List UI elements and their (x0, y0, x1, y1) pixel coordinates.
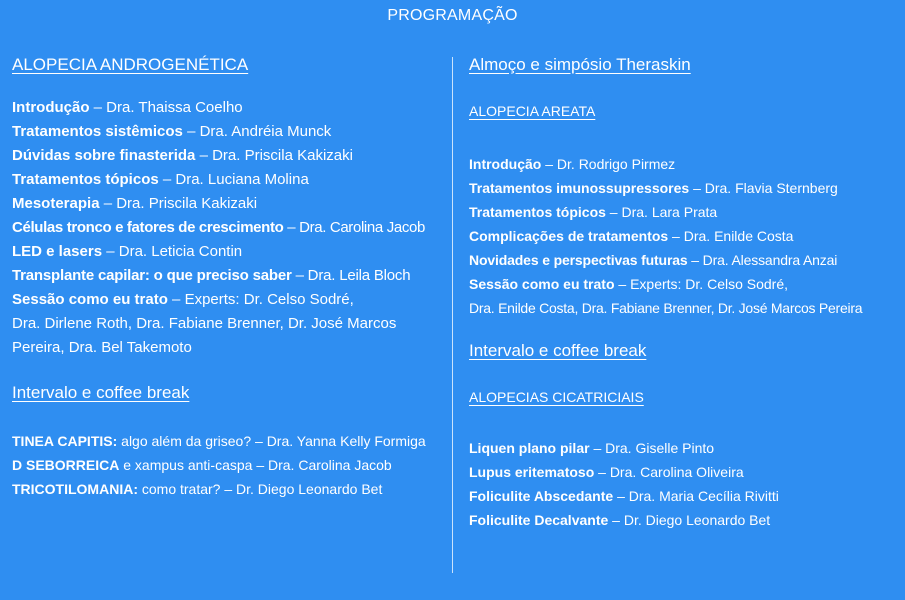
schedule-item: Transplante capilar: o que preciso saber – Dra. Leila Bloch (12, 267, 411, 284)
schedule-item-continuation: Pereira, Dra. Bel Takemoto (12, 339, 192, 356)
schedule-item: Foliculite Decalvante – Dr. Diego Leonardo Bet (469, 512, 771, 528)
break-heading: Intervalo e coffee break (469, 341, 647, 360)
schedule-item: Foliculite Abscedante – Dra. Maria Cecília Rivitti (469, 488, 779, 504)
schedule-item-continuation: Dra. Dirlene Roth, Dra. Fabiane Brenner, Dr. José Marcos (12, 315, 397, 332)
right-column (469, 54, 899, 532)
schedule-item: Sessão como eu trato – Experts: Dr. Celso Sodré, (12, 291, 354, 308)
schedule-item: Sessão como eu trato – Experts: Dr. Celso Sodré, (469, 276, 789, 292)
schedule-item-continuation: Dra. Enilde Costa, Dra. Fabiane Brenner, Dr. José Marcos Pereira (469, 300, 863, 316)
section-heading-androgenetica: ALOPECIA ANDROGENÉTICA (12, 55, 249, 74)
page-title: PROGRAMAÇÃO (387, 7, 518, 24)
left-column (12, 54, 448, 501)
column-divider (452, 57, 453, 573)
schedule-item: Lupus eritematoso – Dra. Carolina Oliveira (469, 464, 744, 480)
schedule-item: Novidades e perspectivas futuras – Dra. Alessandra Anzai (469, 252, 838, 268)
schedule-item: Tratamentos tópicos – Dra. Lara Prata (469, 204, 718, 220)
schedule-item: Dúvidas sobre finasterida – Dra. Priscila Kakizaki (12, 147, 353, 164)
schedule-item: Células tronco e fatores de crescimento – Dra. Carolina Jacob (12, 219, 425, 236)
section-heading-cicatriciais: ALOPECIAS CICATRICIAIS (469, 389, 644, 405)
break-heading: Intervalo e coffee break (12, 383, 190, 402)
schedule-item: Introdução – Dra. Thaissa Coelho (12, 99, 243, 116)
lunch-heading: Almoço e simpósio Theraskin (469, 55, 691, 74)
schedule-item: Tratamentos imunossupressores – Dra. Flavia Sternberg (469, 180, 838, 196)
schedule-item: TRICOTILOMANIA: como tratar? – Dr. Diego Leonardo Bet (12, 481, 383, 497)
schedule-item: TINEA CAPITIS: algo além da griseo? – Dra. Yanna Kelly Formiga (12, 433, 426, 449)
schedule-item: Complicações de tratamentos – Dra. Enilde Costa (469, 228, 794, 244)
schedule-item: Introdução – Dr. Rodrigo Pirmez (469, 156, 676, 172)
section-heading-areata: ALOPECIA AREATA (469, 103, 596, 119)
schedule-item: Tratamentos sistêmicos – Dra. Andréia Munck (12, 123, 332, 140)
schedule-item: D SEBORREICA e xampus anti-caspa – Dra. Carolina Jacob (12, 457, 392, 473)
schedule-item: Liquen plano pilar – Dra. Giselle Pinto (469, 440, 715, 456)
schedule-item: Tratamentos tópicos – Dra. Luciana Molina (12, 171, 309, 188)
schedule-item: Mesoterapia – Dra. Priscila Kakizaki (12, 195, 258, 212)
schedule-item: LED e lasers – Dra. Leticia Contin (12, 243, 243, 260)
